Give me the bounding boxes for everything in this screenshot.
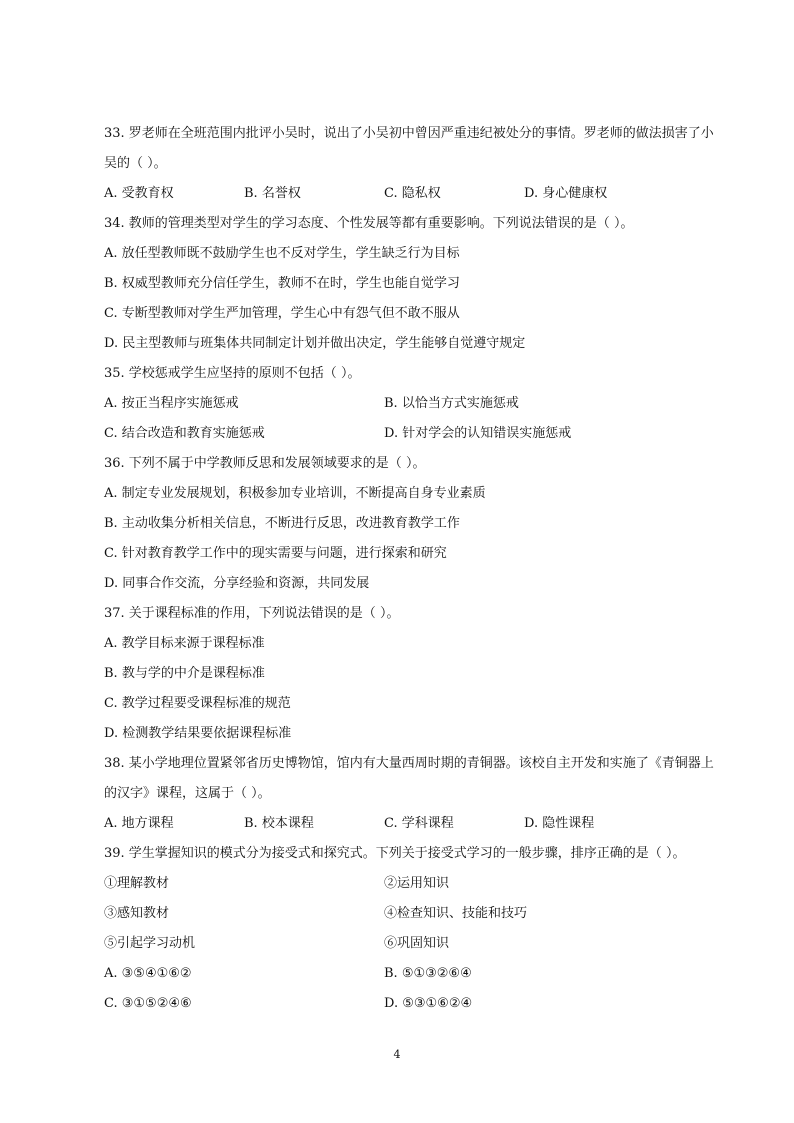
question-34-option-c: C. 专断型教师对学生严加管理，学生心中有怨气但不敢不服从	[104, 306, 460, 321]
question-38-stem-line2: 的汉字》课程，这属于（ ）。	[104, 786, 271, 801]
question-33-option-c: C. 隐私权	[384, 186, 441, 201]
question-34-stem: 34. 教师的管理类型对学生的学习态度、个性发展等都有重要影响。下列说法错误的是（ ）。	[104, 216, 634, 231]
question-34-option-d: D. 民主型教师与班集体共同制定计划并做出决定，学生能够自觉遵守规定	[104, 336, 526, 351]
question-33-option-b: B. 名誉权	[244, 186, 301, 201]
question-38-option-b: B. 校本课程	[244, 816, 314, 831]
question-39-step-5: ⑤引起学习动机	[104, 936, 196, 951]
question-38-option-d: D. 隐性课程	[524, 816, 595, 831]
question-35-option-b: B. 以恰当方式实施惩戒	[384, 396, 519, 411]
question-37-option-d: D. 检测教学结果要依据课程标准	[104, 726, 292, 741]
question-35-option-a: A. 按正当程序实施惩戒	[104, 396, 239, 411]
question-39-stem: 39. 学生掌握知识的模式分为接受式和探究式。下列关于接受式学习的一般步骤，排序正确的是（ ）。	[104, 846, 686, 861]
question-39-step-3: ③感知教材	[104, 906, 170, 921]
question-39-option-a: A. ③⑤④①⑥②	[104, 966, 192, 981]
question-39-step-4: ④检查知识、技能和技巧	[384, 906, 528, 921]
question-39-step-6: ⑥巩固知识	[384, 936, 450, 951]
question-38-option-a: A. 地方课程	[104, 816, 174, 831]
question-36-option-a: A. 制定专业发展规划，积极参加专业培训，不断提高自身专业素质	[104, 486, 486, 501]
question-38-stem-line1: 38. 某小学地理位置紧邻省历史博物馆，馆内有大量西周时期的青铜器。该校自主开发和实施了《青铜器上	[104, 756, 714, 771]
question-36-option-b: B. 主动收集分析相关信息，不断进行反思，改进教育教学工作	[104, 516, 460, 531]
question-35-stem: 35. 学校惩戒学生应坚持的原则不包括（ ）。	[104, 366, 361, 381]
question-37-option-c: C. 教学过程要受课程标准的规范	[104, 696, 291, 711]
question-34-option-a: A. 放任型教师既不鼓励学生也不反对学生，学生缺乏行为目标	[104, 246, 460, 261]
question-33-option-d: D. 身心健康权	[524, 186, 608, 201]
question-34-option-b: B. 权威型教师充分信任学生，教师不在时，学生也能自觉学习	[104, 276, 460, 291]
question-39-step-1: ①理解教材	[104, 876, 170, 891]
question-39-option-d: D. ⑤③①⑥②④	[384, 996, 473, 1011]
question-39-step-2: ②运用知识	[384, 876, 450, 891]
question-36-option-c: C. 针对教育教学工作中的现实需要与问题，进行探索和研究	[104, 546, 447, 561]
question-36-stem: 36. 下列不属于中学教师反思和发展领域要求的是（ ）。	[104, 456, 426, 471]
question-39-option-b: B. ⑤①③②⑥④	[384, 966, 472, 981]
question-33-stem-line1: 33. 罗老师在全班范围内批评小吴时，说出了小吴初中曾因严重违纪被处分的事情。罗老师的做法损害了小	[104, 126, 714, 141]
question-39-option-c: C. ③①⑤②④⑥	[104, 996, 192, 1011]
question-38-option-c: C. 学科课程	[384, 816, 454, 831]
question-37-option-a: A. 教学目标来源于课程标准	[104, 636, 265, 651]
question-33-option-a: A. 受教育权	[104, 186, 174, 201]
question-35-option-c: C. 结合改造和教育实施惩戒	[104, 426, 265, 441]
question-37-option-b: B. 教与学的中介是课程标准	[104, 666, 265, 681]
page-number: 4	[393, 1048, 401, 1061]
question-37-stem: 37. 关于课程标准的作用，下列说法错误的是（ ）。	[104, 606, 400, 621]
question-35-option-d: D. 针对学会的认知错误实施惩戒	[384, 426, 572, 441]
question-33-stem-line2: 吴的（ ）。	[104, 156, 167, 171]
question-36-option-d: D. 同事合作交流，分享经验和资源，共同发展	[104, 576, 370, 591]
